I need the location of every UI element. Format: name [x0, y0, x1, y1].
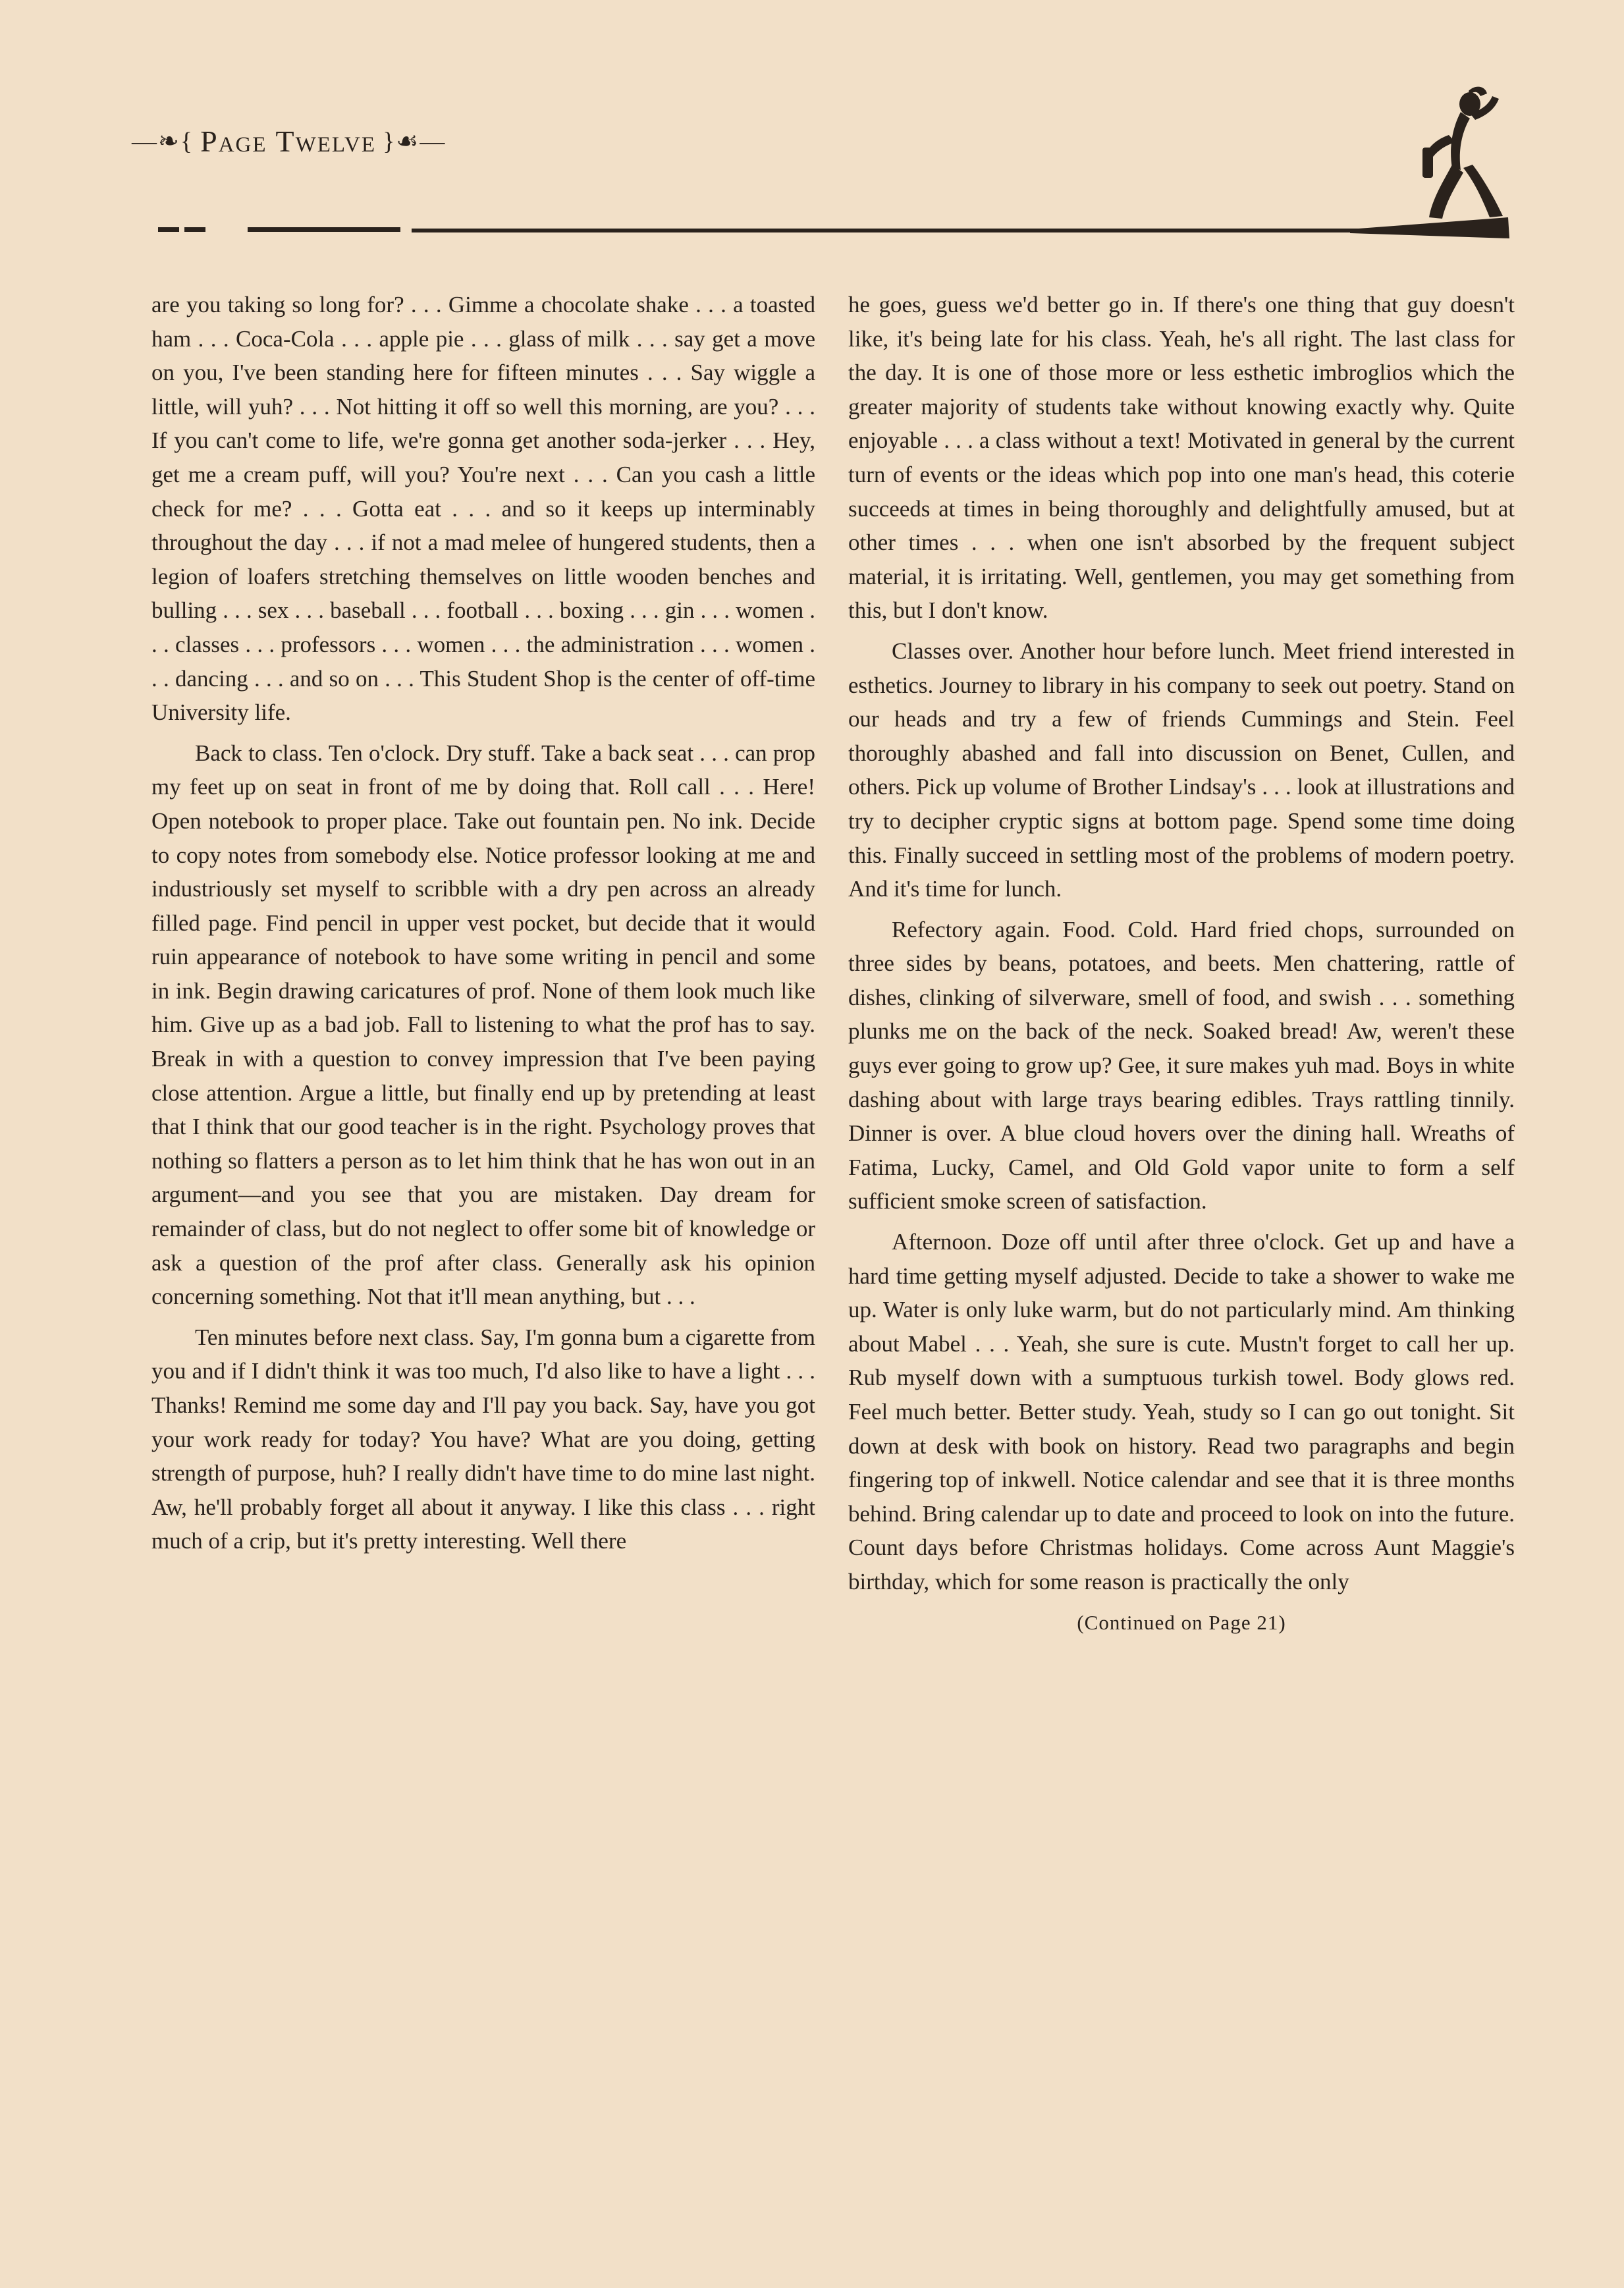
- right-paragraph-3: Refectory again. Food. Cold. Hard fried chops, surrounded on three sides by beans, potatoes, and beets. Men chattering, rattle of dishes, clinking of silverware, smell of food, and swish . . . something plunks me on the back of the neck. Soaked bread! Aw, weren't these guys ever going to grow up? Gee, it sure makes yuh mad. Boys in white dashing about with large trays bearing edibles. Trays rattling tinnily. Dinner is over. A blue cloud hovers over the dining hall. Wreaths of Fatima, Lucky, Camel, and Old Gold vapor unite to form a self sufficient smoke screen of satisfaction.: [848, 916, 1515, 1214]
- left-paragraph-2: Back to class. Ten o'clock. Dry stuff. Take a back seat . . . can prop my feet up on seat in front of me by doing that. Roll call . . . Here! Open notebook to proper place. Take out fountain pen. No ink. Decide to copy notes from somebody else. Notice professor looking at me and industriously set myself to scribble with a dry pen across an already filled page. Find pencil in upper vest pocket, but decide that it would ruin appearance of notebook to have some writing in pencil and some in ink. Begin drawing caricatures of prof. None of them look much like him. Give up as a bad job. Fall to listening to what the prof has to say. Break in with a question to convey impression that I've been paying close attention. Argue a little, but finally end up by pretending at least that I think that our good teacher is in the right. Psychology proves that nothing so flatters a person as to let him think that he has won out in an argument—and you see that you are mistaken. Day dream for remainder of class, but do not neglect to offer some bit of knowledge or ask a question of the prof after class. Generally ask his opinion concerning something. Not that it'll mean anything, but . . .: [151, 740, 815, 1310]
- rule-segment-short: [248, 227, 400, 232]
- header-rule-graphic: [0, 0, 1624, 277]
- figure-base: [1350, 217, 1509, 238]
- page-title: PAGE TWELVE: [200, 124, 377, 158]
- right-paragraph-2: Classes over. Another hour before lunch. Meet friend interested in esthetics. Journey to library in his company to seek out poetry. Stand on our heads and try a few of friends Cummings and Stein. Feel thoroughly abashed and fall into discussion on Benet, Cullen, and others. Pick up volume of Brother Lindsay's . . . look at illustrations and try to decipher cryptic signs at bottom page. Spend some time doing this. Finally succeed in settling most of the problems of modern poetry. And it's time for lunch.: [848, 638, 1515, 902]
- rule-dash-2: [184, 227, 205, 232]
- right-paragraph-1: he goes, guess we'd better go in. If there's one thing that guy doesn't like, it's being late for his class. Yeah, he's all right. The last class for the day. It is one of those more or less esthetic imbroglios which the greater majority of students take without knowing exactly why. Quite enjoyable . . . a class without a text! Motivated in general by the current turn of events or the ideas which pop into one man's head, this coterie succeeds at times in being thoroughly and delightfully amused, but at other times . . . when one isn't absorbed by the frequent subject material, it is irritating. Well, gentlemen, you may get something from this, but I don't know.: [848, 292, 1515, 624]
- right-ornament-icon: }☙—: [383, 128, 447, 155]
- left-paragraph-3: Ten minutes before next class. Say, I'm gonna bum a cigarette from you and if I didn't think it was too much, I'd also like to have a light . . . Thanks! Remind me some day and I'll pay you back. Say, have you got your work ready for today? You have? What are you doing, getting strength of purpose, huh? I really didn't have time to do mine last night. Aw, he'll probably forget all about it anyway. I like this class . . . right much of a crip, but it's pretty interesting. Well there: [151, 1324, 815, 1554]
- figure-silhouette-icon: [1422, 87, 1503, 219]
- right-paragraph-4: Afternoon. Doze off until after three o'clock. Get up and have a hard time getting myself adjusted. Decide to take a shower to wake me up. Water is only luke warm, but do not particularly mind. Am thinking about Mabel . . . Yeah, she sure is cute. Mustn't forget to call her up. Rub myself down with a sumptuous turkish towel. Body glows red. Feel much better. Better study. Yeah, study so I can go out tonight. Sit down at desk with book on history. Read two paragraphs and begin fingering top of inkwell. Notice calendar and see that it is three months behind. Bring calendar up to date and proceed to look on into the future. Count days before Christmas holidays. Come across Aunt Maggie's birthday, which for some reason is practically the only: [848, 1229, 1515, 1594]
- rule-dash-1: [158, 227, 179, 232]
- left-ornament-icon: —❧{: [132, 128, 194, 155]
- right-column: [848, 288, 1515, 1639]
- rule-segment-long: [412, 229, 1367, 232]
- continued-note: (Continued on Page 21): [1077, 1610, 1286, 1634]
- left-paragraph-1: are you taking so long for? . . . Gimme a chocolate shake . . . a toasted ham . . . Coca-Cola . . . apple pie . . . glass of milk . . . say get a move on you, I've been standing here for fifteen minutes . . . Say wiggle a little, will yuh? . . . Not hitting it off so well this morning, are you? . . . If you can't come to life, we're gonna get another soda-jerker . . . Hey, get me a cream puff, will you? You're next . . . Can you cash a little check for me? . . . Gotta eat . . . and so it keeps up interminably throughout the day . . . if not a mad melee of hungered students, then a legion of loafers stretching themselves on little wooden benches and bulling . . . sex . . . baseball . . . football . . . boxing . . . gin . . . women . . . classes . . . professors . . . women . . . the administration . . . women . . . dancing . . . and so on . . . This Student Shop is the center of off-time University life.: [151, 292, 815, 726]
- left-column: [151, 288, 815, 1565]
